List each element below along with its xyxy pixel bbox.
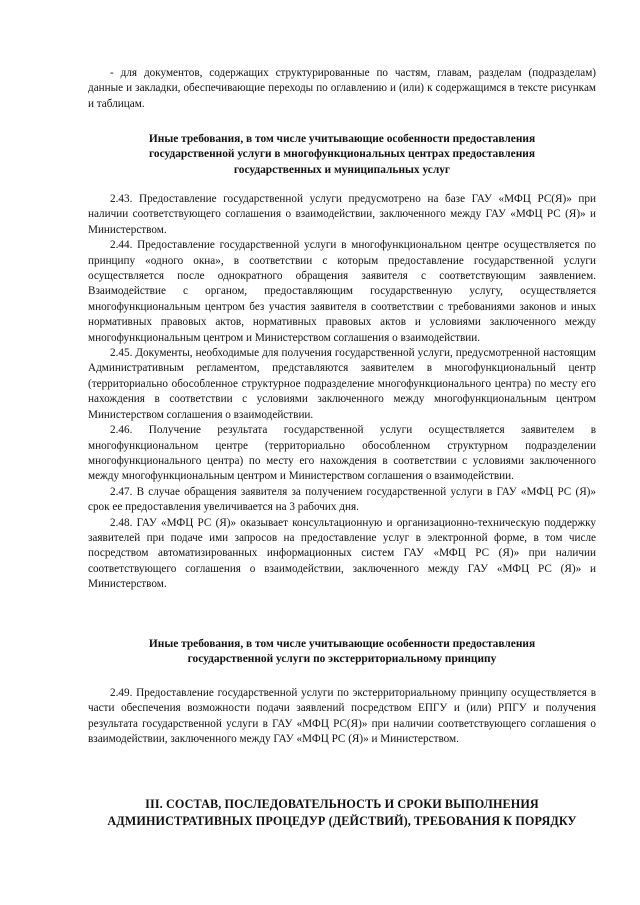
section-mfc-heading-line3: государственных и муниципальных услуг	[233, 163, 451, 176]
paragraph-2-47: 2.47. В случае обращения заявителя за получением государственной услуги в ГАУ «МФЦ РС (Я)» срок ее предоставления увеличивается на 3 рабочих дня.	[88, 485, 596, 514]
section-mfc-heading	[88, 132, 596, 178]
section-mfc-heading-line1: Иные требования, в том числе учитывающие особенности предоставления	[148, 133, 536, 145]
chapter-3-heading-line2: АДМИНИСТРАТИВНЫХ ПРОЦЕДУР (ДЕЙСТВИЙ), ТРЕБОВАНИЯ К ПОРЯДКУ	[107, 813, 577, 828]
section-mfc-body	[88, 192, 596, 593]
section-extraterritorial-heading-line2: государственной услуги по экстерриториальному принципу	[187, 653, 497, 666]
paragraph-2-44: 2.44. Предоставление государственной услуги в многофункциональном центре осуществляется по принципу «одного окна», в соответствии с которым предоставление государственной услуги осуществляется после однократного обращения заявителя с соответствующим заявлением. Взаимодействие с органом, предоставляющим государственную услугу, осуществляется многофункциональным центром без участия заявителя в соответствии с требованиями законов и иных нормативных правовых актов, нормативных правовых актов и условиями заключенного между многофункциональным центром и Министерством соглашения о взаимодействии.	[88, 239, 596, 344]
intro-paragraph: - для документов, содержащих структурированные по частям, главам, разделам (подразделам) данные и закладки, обеспечивающие переходы по оглавлению и (или) к содержащимся в тексте рисункам и таблицам.	[88, 67, 596, 110]
chapter-3-heading-line1: III. СОСТАВ, ПОСЛЕДОВАТЕЛЬНОСТЬ И СРОКИ ВЫПОЛНЕНИЯ	[145, 797, 539, 811]
section-extraterritorial-body	[88, 686, 596, 748]
paragraph-2-43: 2.43. Предоставление государственной услуги предусмотрено на базе ГАУ «МФЦ РС(Я)» при наличии соответствующего соглашения о взаимодействии, заключенного между ГАУ «МФЦ РС (Я)» и Министерством.	[88, 193, 596, 236]
paragraph-2-48: 2.48. ГАУ «МФЦ РС (Я)» оказывает консультационную и организационно-техническую поддержку заявителей при подаче ими запросов на предоставление услуг в электронной форме, в том числе посредством автоматизированных информационных систем ГАУ «МФЦ РС (Я)» при наличии соответствующего соглашения о взаимодействии, заключенного между ГАУ «МФЦ РС (Я)» и Министерством.	[88, 516, 596, 591]
paragraph-2-49: 2.49. Предоставление государственной услуги по экстерриториальному принципу осуществляется в части обеспечения возможности подачи заявлений посредством ЕПГУ и (или) РПГУ и получения результата государственной услуги в ГАУ «МФЦ РС(Я)» при наличии соответствующего соглашения о взаимодействии, заключенного между ГАУ «МФЦ РС (Я)» и Министерством.	[88, 687, 596, 746]
chapter-3-heading	[88, 796, 596, 829]
section-extraterritorial-heading	[88, 637, 596, 668]
paragraph-2-45: 2.45. Документы, необходимые для получения государственной услуги, предусмотренной настоящим Административным регламентом, представляются заявителем в многофункциональный центр (территориально обособленное структурное подразделение многофункционального центра) по месту его нахождения в соответствии с условиями заключенного между многофункциональным центром Министерством соглашения о взаимодействии.	[88, 347, 596, 421]
intro-block	[88, 66, 596, 112]
section-extraterritorial-heading-line1: Иные требования, в том числе учитывающие особенности предоставления	[148, 638, 536, 650]
paragraph-2-46: 2.46. Получение результата государственной услуги осуществляется заявителем в многофункциональном центре (территориально обособленном структурном подразделении многофункционального центра) по месту его нахождения в соответствии с условиями заключенного между многофункциональным центром и Министерством соглашения о взаимодействии.	[88, 424, 596, 483]
section-mfc-heading-line2: государственной услуги в многофункциональных центрах предоставления	[148, 148, 535, 161]
